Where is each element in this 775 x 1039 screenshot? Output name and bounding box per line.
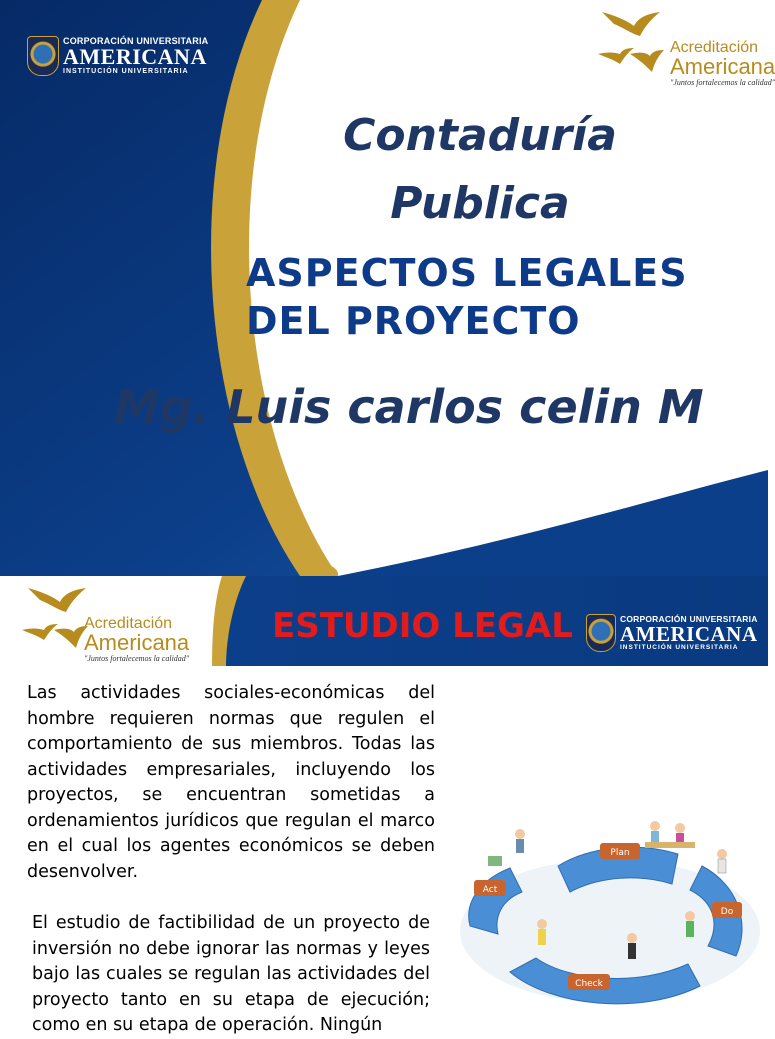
logo-main-text: AMERICANA bbox=[63, 44, 207, 69]
logo-top-text-2: CORPORACIÓN UNIVERSITARIA bbox=[620, 614, 758, 624]
logo-bottom-text: INSTITUCIÓN UNIVERSITARIA bbox=[63, 68, 189, 75]
pdca-cycle-illustration bbox=[440, 806, 768, 1024]
plan-label: Plan bbox=[610, 848, 630, 858]
do-label: Do bbox=[720, 907, 734, 917]
title-line-2: Publica bbox=[390, 178, 570, 229]
check-label: Check bbox=[575, 979, 603, 989]
paragraph-2: El estudio de factibilidad de un proyecto de inversión no debe ignorar las normas y leyes bajo las cuales se regulan las actividades del proyecto tanto en su etapa de ejecución; como en su etapa de operación. Ningún bbox=[32, 913, 430, 1035]
swallows-icon bbox=[594, 6, 674, 84]
logo-top-text: CORPORACIÓN UNIVERSITARIA bbox=[63, 36, 209, 46]
subtitle-line-2: DEL PROYECTO bbox=[246, 299, 581, 343]
slide-title: ESTUDIO LEGAL bbox=[272, 606, 573, 646]
act-label: Act bbox=[482, 885, 498, 895]
shield-icon bbox=[27, 36, 59, 76]
logo-main-text-2: AMERICANA bbox=[620, 621, 758, 646]
accreditation-motto-2: "Juntos fortalecemos la calidad" bbox=[84, 654, 190, 663]
accreditation-title: Acreditación bbox=[670, 39, 759, 56]
author-name: Mg. Luis carlos celin M bbox=[114, 380, 704, 434]
subtitle-line-1: ASPECTOS LEGALES bbox=[246, 251, 688, 295]
content-slide bbox=[0, 576, 768, 1035]
title-line-1: Contaduría bbox=[343, 110, 617, 161]
accreditation-title-2: Acreditación bbox=[84, 615, 173, 632]
logo-bottom-text-2: INSTITUCIÓN UNIVERSITARIA bbox=[620, 643, 739, 651]
accreditation-logo bbox=[594, 6, 775, 88]
accreditation-motto: "Juntos fortalecemos la calidad" bbox=[670, 78, 775, 87]
accreditation-name: Americana bbox=[670, 54, 775, 79]
university-logo bbox=[27, 36, 208, 76]
accreditation-logo-2 bbox=[20, 582, 200, 664]
university-logo-2 bbox=[586, 614, 758, 652]
shield-icon-2 bbox=[586, 614, 616, 652]
accreditation-name-2: Americana bbox=[84, 630, 190, 655]
paragraph-1: Las actividades sociales-económicas del hombre requieren normas que regulen el comportamiento de sus miembros. Todas las actividades empresariales, incluyendo los proyectos, se encuentran sometidas a ordenamientos jurídicos que regulan el marco en el cual los agentes económicos se deben desenvolver. bbox=[27, 683, 435, 882]
